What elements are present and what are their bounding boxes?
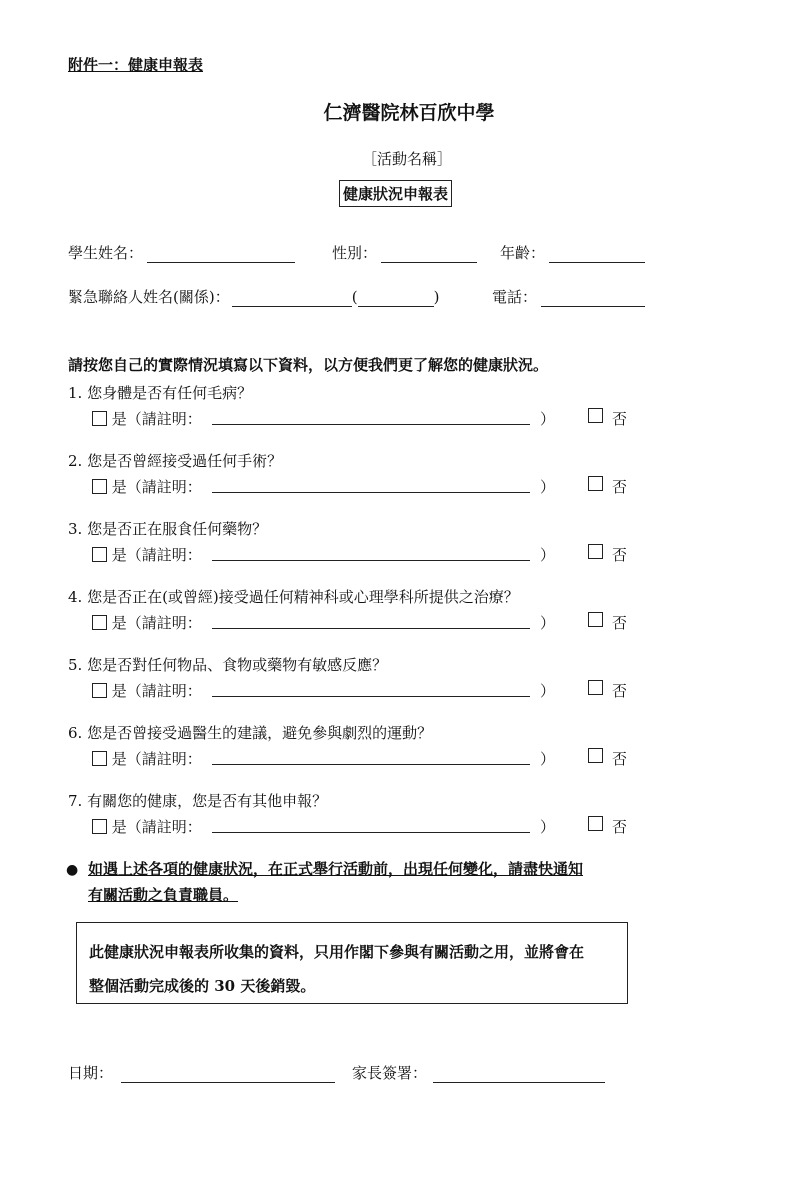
details-line[interactable] [212, 816, 530, 833]
yes-option[interactable] [92, 408, 202, 429]
yes-checkbox[interactable] [92, 411, 107, 426]
yes-checkbox[interactable] [92, 615, 107, 630]
details-line[interactable] [212, 476, 530, 493]
notice-line-1: 如遇上述各項的健康狀況，在正式舉行活動前，出現任何變化，請盡快通知 [88, 860, 584, 878]
yes-checkbox[interactable] [92, 547, 107, 562]
close-paren: ） [540, 410, 556, 428]
yes-checkbox[interactable] [92, 683, 107, 698]
question-text: 2. 您是否曾經接受過任何手術？ [68, 452, 283, 470]
yes-label: 是（請註明： [111, 614, 202, 632]
emergency-contact-label: 緊急聯絡人姓名(關係)： [68, 288, 230, 306]
close-paren: ） [540, 478, 556, 496]
gender-line[interactable] [381, 246, 477, 263]
no-checkbox[interactable] [588, 612, 603, 627]
bullet-icon: ● [66, 862, 79, 878]
yes-label: 是（請註明： [111, 410, 202, 428]
parent-signature-line[interactable] [433, 1066, 605, 1083]
details-line[interactable] [212, 680, 530, 697]
close-paren: ） [540, 750, 556, 768]
yes-checkbox[interactable] [92, 751, 107, 766]
phone-label: 電話： [492, 288, 538, 306]
no-checkbox[interactable] [588, 476, 603, 491]
date-field[interactable] [68, 1062, 335, 1083]
close-paren: ） [540, 614, 556, 632]
question-text: 5. 您是否對任何物品、食物或藥物有敏感反應？ [68, 656, 388, 674]
date-label: 日期： [68, 1064, 114, 1082]
yes-option[interactable] [92, 544, 202, 565]
student-name-line[interactable] [147, 246, 295, 263]
question-text: 4. 您是否正在(或曾經)接受過任何精神科或心理學科所提供之治療？ [68, 588, 519, 606]
privacy-line-2: 整個活動完成後的 30 天後銷毀。 [89, 977, 316, 995]
student-name-label: 學生姓名： [68, 244, 144, 262]
no-checkbox[interactable] [588, 408, 603, 423]
no-checkbox[interactable] [588, 816, 603, 831]
yes-option[interactable] [92, 748, 202, 769]
details-line[interactable] [212, 612, 530, 629]
question-text: 6. 您是否曾接受過醫生的建議，避免參與劇烈的運動？ [68, 724, 433, 742]
no-label: 否 [612, 682, 628, 700]
close-paren: ） [540, 682, 556, 700]
close-paren: ） [540, 818, 556, 836]
yes-label: 是（請註明： [111, 818, 202, 836]
yes-checkbox[interactable] [92, 819, 107, 834]
no-label: 否 [612, 818, 628, 836]
yes-label: 是（請註明： [111, 478, 202, 496]
no-label: 否 [612, 546, 628, 564]
parent-signature-field[interactable] [352, 1062, 605, 1083]
no-label: 否 [612, 410, 628, 428]
question-text: 1. 您身體是否有任何毛病？ [68, 384, 253, 402]
age-label: 年齡： [500, 244, 546, 262]
details-line[interactable] [212, 748, 530, 765]
gender-field[interactable] [332, 242, 477, 263]
no-label: 否 [612, 614, 628, 632]
phone-line[interactable] [541, 290, 645, 307]
no-label: 否 [612, 478, 628, 496]
yes-label: 是（請註明： [111, 750, 202, 768]
question-text: 3. 您是否正在服食任何藥物？ [68, 520, 268, 538]
emergency-contact-line[interactable] [232, 290, 352, 307]
yes-option[interactable] [92, 612, 202, 633]
form-title: 健康狀況申報表 [339, 180, 452, 207]
gender-label: 性別： [332, 244, 378, 262]
emergency-contact-field[interactable]: 緊急聯絡人姓名(關係)： ( ) [68, 288, 440, 306]
age-line[interactable] [549, 246, 645, 263]
attachment-label: 附件一：健康申報表 [68, 56, 204, 74]
date-line[interactable] [121, 1066, 335, 1083]
no-label: 否 [612, 750, 628, 768]
privacy-line-1: 此健康狀況申報表所收集的資料，只用作閣下參與有關活動之用，並將會在 [89, 943, 585, 961]
age-field[interactable] [500, 242, 645, 263]
phone-field[interactable] [492, 286, 645, 307]
yes-option[interactable] [92, 816, 202, 837]
school-name: 仁濟醫院林百欣中學 [323, 102, 495, 124]
details-line[interactable] [212, 408, 530, 425]
question-text: 7. 有關您的健康，您是否有其他申報？ [68, 792, 328, 810]
instruction: 請按您自己的實際情況填寫以下資料，以方便我們更了解您的健康狀況。 [68, 356, 549, 374]
close-paren: ） [540, 546, 556, 564]
yes-checkbox[interactable] [92, 479, 107, 494]
yes-label: 是（請註明： [111, 546, 202, 564]
yes-label: 是（請註明： [111, 682, 202, 700]
yes-option[interactable] [92, 680, 202, 701]
no-checkbox[interactable] [588, 748, 603, 763]
relationship-line[interactable] [358, 290, 434, 307]
no-checkbox[interactable] [588, 680, 603, 695]
details-line[interactable] [212, 544, 530, 561]
no-checkbox[interactable] [588, 544, 603, 559]
activity-name: ［活動名稱］ [361, 150, 452, 168]
privacy-box [76, 922, 628, 1004]
yes-option[interactable] [92, 476, 202, 497]
parent-signature-label: 家長簽署： [352, 1064, 428, 1082]
student-name-field[interactable] [68, 242, 295, 263]
notice-line-2: 有關活動之負責職員。 [88, 886, 239, 904]
